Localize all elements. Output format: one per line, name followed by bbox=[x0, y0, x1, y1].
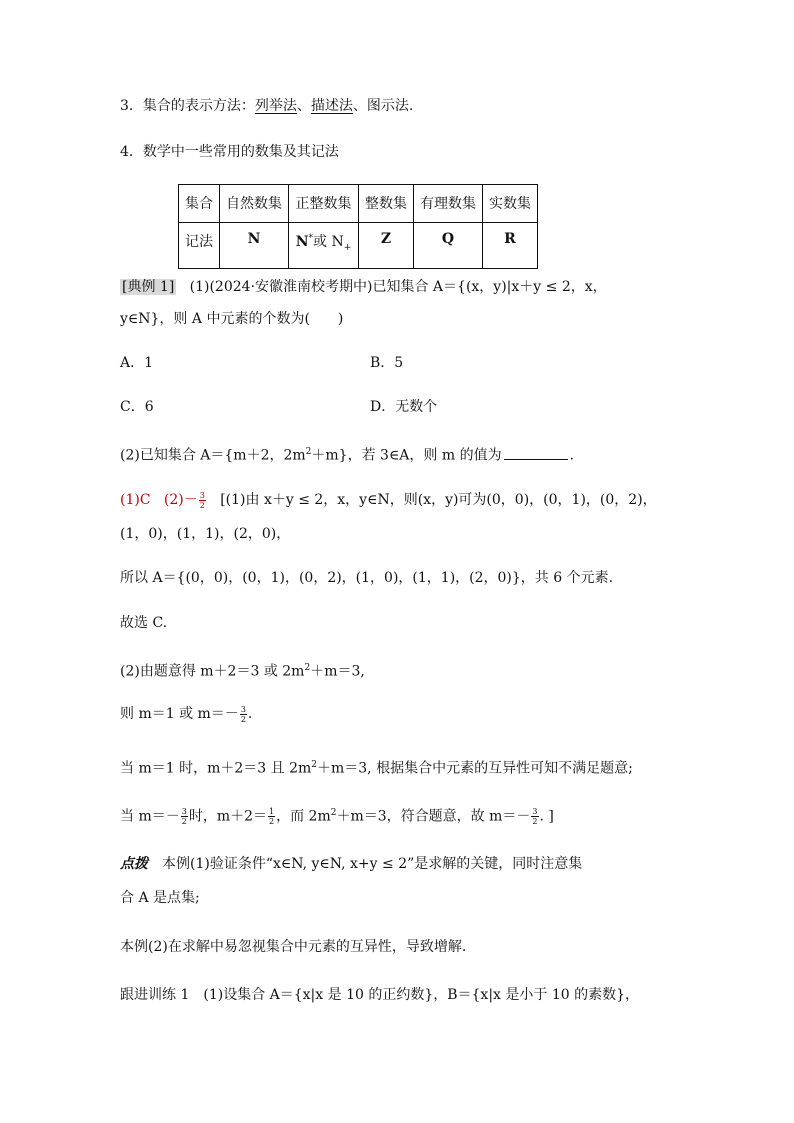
table-cell: 有理数集 bbox=[414, 185, 483, 223]
numerator: 3 bbox=[532, 807, 538, 817]
fraction bbox=[181, 807, 188, 826]
numerator: 3 bbox=[181, 807, 187, 817]
table-cell: 自然数集 bbox=[220, 185, 289, 223]
numerator: 3 bbox=[240, 704, 246, 714]
option-b: B．5 bbox=[370, 355, 404, 371]
part2-text: ＋m}，若 3∈A，则 m 的值为 bbox=[311, 447, 502, 464]
example-text: (1)(2024·安徽淮南校考期中)已知集合 A＝{(x，y)|x＋y ≤ 2，x， bbox=[189, 279, 607, 295]
item3-line bbox=[120, 96, 413, 116]
table-cell-rational: Q bbox=[414, 223, 483, 269]
solution-text: 时，m＋2＝ bbox=[188, 808, 268, 825]
numerator: 3 bbox=[199, 490, 205, 500]
period: . bbox=[247, 706, 253, 722]
table-cell-positive-integer bbox=[289, 223, 359, 269]
subscript-plus: + bbox=[343, 242, 352, 253]
or-n: 或 N bbox=[313, 234, 344, 250]
fraction bbox=[531, 807, 538, 826]
superscript: 2 bbox=[330, 808, 337, 818]
separator: 、 bbox=[352, 98, 367, 114]
superscript: 2 bbox=[305, 447, 312, 457]
solution-text: [(1)由 x＋y ≤ 2，x，y∈N，则(x，y)可为(0，0)，(0，1)，(0，2)， bbox=[220, 492, 657, 508]
answer-line2: (1，0)，(1，1)，(2，0)， bbox=[120, 526, 291, 542]
option-d: D．无数个 bbox=[370, 399, 438, 415]
followup-line1: 跟进训练 1 (1)设集合 A＝{x|x 是 10 的正约数}，B＝{x|x 是小于 10 的素数}， bbox=[120, 987, 640, 1003]
answer-line6 bbox=[120, 704, 252, 724]
method-listing: 列举法 bbox=[254, 98, 297, 114]
example-part2 bbox=[120, 442, 574, 466]
denominator: 2 bbox=[269, 817, 275, 827]
fraction bbox=[240, 705, 247, 724]
table-cell: 正整数集 bbox=[289, 185, 359, 223]
method-diagram: 图示法 bbox=[366, 98, 409, 114]
answer-1: (1)C bbox=[120, 492, 151, 508]
option-c: C．6 bbox=[120, 399, 154, 415]
tip-line1 bbox=[120, 854, 582, 874]
denominator: 2 bbox=[532, 817, 538, 827]
solution-text: 当 m＝－ bbox=[120, 808, 180, 825]
table-row bbox=[179, 223, 538, 269]
example-tag: [典例 1] bbox=[122, 279, 175, 295]
period: . bbox=[569, 447, 575, 464]
period: . bbox=[408, 98, 414, 114]
answer-line7 bbox=[120, 755, 633, 779]
answer-2: (2)－ bbox=[163, 492, 198, 508]
part2-text: (2)已知集合 A＝{m＋2，2m bbox=[120, 447, 306, 464]
solution-text: 当 m＝1 时，m＋2＝3 且 2m bbox=[120, 760, 312, 777]
answer-line4: 故选 C. bbox=[120, 615, 168, 631]
table-cell-real: R bbox=[483, 223, 538, 269]
fraction bbox=[199, 491, 206, 510]
superscript: 2 bbox=[311, 760, 317, 770]
solution-text: . ] bbox=[539, 808, 554, 825]
number-sets-table bbox=[178, 184, 538, 269]
tip-label: 点拨 bbox=[120, 856, 148, 872]
superscript: 2 bbox=[304, 663, 311, 673]
separator: 、 bbox=[296, 98, 311, 114]
tip-line2: 合 A 是点集; bbox=[120, 890, 200, 906]
method-description: 描述法 bbox=[310, 98, 353, 114]
solution-text: ，而 2m bbox=[276, 808, 331, 825]
table-cell: 集合 bbox=[179, 185, 220, 223]
tip-line3: 本例(2)在求解中易忽视集合中元素的互异性，导致增解. bbox=[120, 939, 467, 955]
fraction bbox=[268, 807, 275, 826]
item4-title: 4．数学中一些常用的数集及其记法 bbox=[120, 144, 339, 160]
answer-blank bbox=[504, 445, 568, 460]
answer-line8 bbox=[120, 803, 554, 827]
item3-prefix: 3．集合的表示方法： bbox=[120, 98, 255, 114]
answer-line5 bbox=[120, 658, 365, 682]
superscript-star: * bbox=[308, 233, 314, 244]
table-cell: 整数集 bbox=[359, 185, 414, 223]
answer-line1 bbox=[120, 490, 657, 510]
numerator: 1 bbox=[269, 807, 275, 817]
example-line1 bbox=[120, 277, 607, 297]
solution-text: 则 m＝1 或 m＝－ bbox=[120, 706, 239, 722]
tip-text: 本例(1)验证条件“x∈N, y∈N, x+y ≤ 2”是求解的关键，同时注意集 bbox=[148, 856, 583, 872]
solution-text: (2)由题意得 m＋2＝3 或 2m bbox=[120, 663, 305, 680]
solution-text: ＋m＝3，符合题意，故 m＝－ bbox=[336, 808, 531, 825]
solution-text: ＋m＝3, 根据集合中元素的互异性可知不满足题意; bbox=[317, 760, 633, 777]
table-cell: 记法 bbox=[179, 223, 220, 269]
option-a: A．1 bbox=[120, 355, 154, 371]
table-cell-natural: N bbox=[220, 223, 289, 269]
table-cell-integer: Z bbox=[359, 223, 414, 269]
symbol-n: N bbox=[295, 234, 309, 250]
table-cell: 实数集 bbox=[483, 185, 538, 223]
denominator: 2 bbox=[181, 817, 187, 827]
solution-text: ＋m＝3, bbox=[310, 663, 365, 680]
example-line2: y∈N}，则 A 中元素的个数为( ) bbox=[120, 311, 344, 327]
answer-line3: 所以 A＝{(0，0)，(0，1)，(0，2)，(1，0)，(1，1)，(2，0)}，共 6 个元素. bbox=[120, 570, 614, 586]
denominator: 2 bbox=[199, 500, 205, 510]
denominator: 2 bbox=[240, 714, 246, 724]
table-header-row bbox=[179, 185, 538, 223]
